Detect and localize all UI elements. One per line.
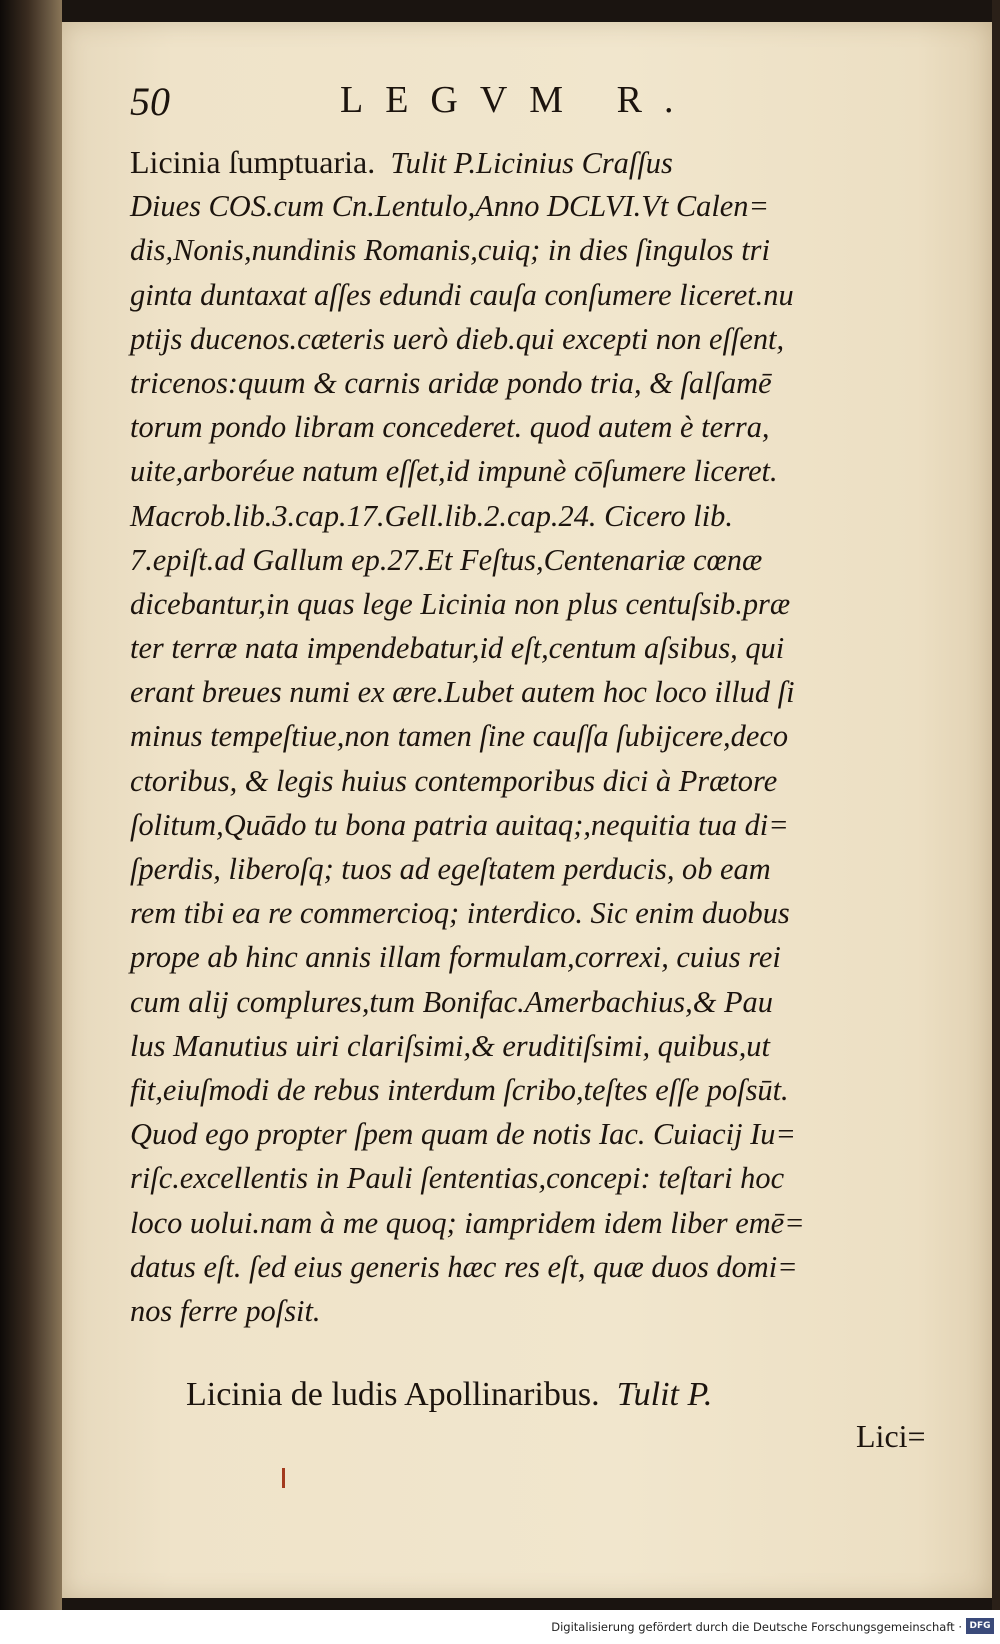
page-header xyxy=(130,78,910,138)
running-head: LEGVM R. xyxy=(340,79,696,121)
text-line: Quod ego propter ſpem quam de notis Iac. Cuiacij Iu= xyxy=(130,1117,796,1152)
text-line: Macrob.lib.3.cap.17.Gell.lib.2.cap.24. Cicero lib. xyxy=(130,498,733,533)
page-right-edge xyxy=(992,0,1000,1644)
catchword: Lici= xyxy=(856,1418,926,1454)
text-line: dis,Nonis,nundinis Romanis,cuiq; in dies ſingulos tri xyxy=(130,233,770,268)
paragraph-2-text: Tulit P. xyxy=(616,1376,713,1413)
text-line: erant breues numi ex ære.Lubet autem hoc loco illud ſi xyxy=(130,675,795,710)
footer-credit: Digitalisierung gefördert durch die Deutsche Forschungsgemeinschaft · xyxy=(551,1620,962,1634)
text-line: rem tibi ea re commercioq; interdico. Sic enim duobus xyxy=(130,896,790,931)
text-line: ter terræ nata impendebatur,id eſt,centum aſsibus, qui xyxy=(130,631,785,666)
text-line: tricenos:quum & carnis aridæ pondo tria, & ſalſamē xyxy=(130,365,772,400)
text-line: 7.epiſt.ad Gallum ep.27.Et Feſtus,Centenariæ cœnæ xyxy=(130,542,763,577)
text-line: Diues COS.cum Cn.Lentulo,Anno DCLVI.Vt Calen= xyxy=(130,189,769,224)
text-line: cum alij complures,tum Bonifac.Amerbachius,& Pau xyxy=(130,984,773,1019)
text-line: nos ferre poſsit. xyxy=(130,1293,321,1328)
text-line: torum pondo libram concederet. quod autem è terra, xyxy=(130,410,770,445)
text-line: riſc.excellentis in Pauli ſententias,concepi: teſtari hoc xyxy=(130,1161,785,1196)
book-spine-shadow xyxy=(0,0,62,1610)
ink-mark xyxy=(282,1468,285,1488)
footer-bar xyxy=(0,1610,1000,1644)
text-line: datus eſt. ſed eius generis hæc res eſt, quæ duos domi= xyxy=(130,1249,798,1284)
text-line: ctoribus, & legis huius contemporibus dici à Prætore xyxy=(130,763,778,798)
text-line: dicebantur,in quas lege Licinia non plus centuſsib.præ xyxy=(130,586,791,621)
text-line: loco uolui.nam à me quoq; iampridem idem liber emē= xyxy=(130,1205,805,1240)
section-heading-2: Licinia de ludis Apollinaribus. xyxy=(186,1376,600,1413)
text-line: Licinia ſumptuaria. Tulit P.Licinius Craſſus xyxy=(130,144,673,180)
text-line: ginta duntaxat aſſes edundi cauſa conſumere liceret.nu xyxy=(130,277,794,312)
text-line: fit,eiuſmodi de rebus interdum ſcribo,teſtes eſſe poſsūt. xyxy=(130,1072,789,1107)
section-heading: Licinia ſumptuaria. xyxy=(130,144,376,180)
text-line: ptijs ducenos.cæteris uerò dieb.qui excepti non eſſent, xyxy=(130,321,785,356)
text-line: minus tempeſtiue,non tamen ſine cauſſa ſubijcere,deco xyxy=(130,719,789,754)
page-number: 50 xyxy=(130,79,170,124)
text-line: ſolitum,Quādo tu bona patria auitaq;,nequitia tua di= xyxy=(130,807,789,842)
text-line: prope ab hinc annis illam formulam,correxi, cuius rei xyxy=(130,940,781,975)
text-line: ſperdis, liberoſq; tuos ad egeſtatem perducis, ob eam xyxy=(130,852,771,886)
paragraph-licinia-sumptuaria xyxy=(130,140,930,1333)
paragraph-licinia-de-ludis xyxy=(186,1370,936,1420)
text-line: uite,arboréue natum eſſet,id impunè cōſumere liceret. xyxy=(130,454,778,489)
dfg-logo-icon: DFG xyxy=(966,1618,994,1634)
text-line: lus Manutius uiri clariſsimi,& eruditiſsimi, quibus,ut xyxy=(130,1028,770,1063)
